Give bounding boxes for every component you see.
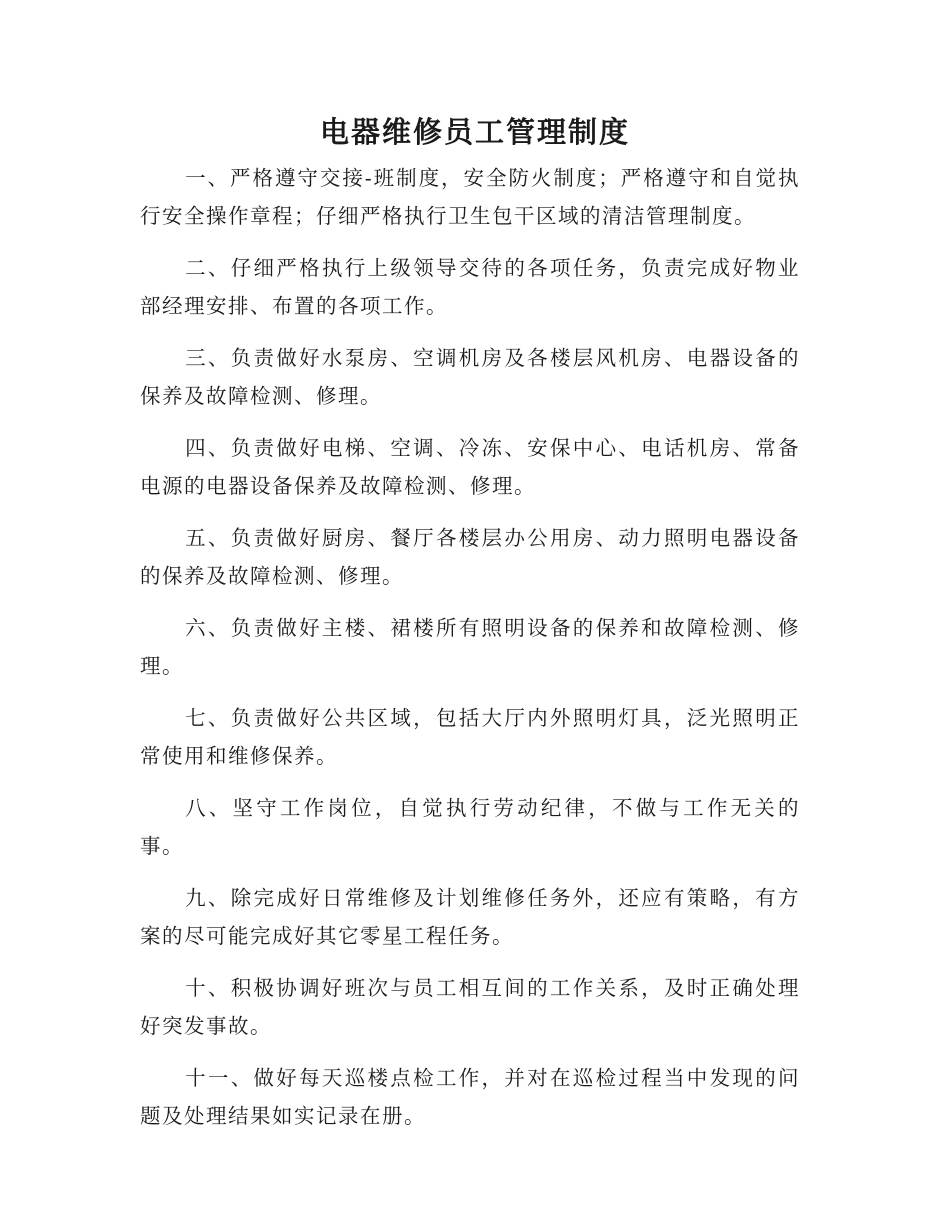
rule-paragraph-8: 八、坚守工作岗位，自觉执行劳动纪律，不做与工作无关的事。 bbox=[140, 796, 800, 858]
rule-paragraph-2: 二、仔细严格执行上级领导交待的各项任务，负责完成好物业部经理安排、布置的各项工作。 bbox=[140, 256, 800, 318]
rule-paragraph-10: 十、积极协调好班次与员工相互间的工作关系，及时正确处理好突发事故。 bbox=[140, 976, 800, 1038]
rule-paragraph-1: 一、严格遵守交接-班制度，安全防火制度；严格遵守和自觉执行安全操作章程；仔细严格执行卫生包干区域的清洁管理制度。 bbox=[140, 166, 800, 228]
rule-paragraph-11: 十一、做好每天巡楼点检工作，并对在巡检过程当中发现的问题及处理结果如实记录在册。 bbox=[140, 1066, 800, 1128]
rule-paragraph-6: 六、负责做好主楼、裙楼所有照明设备的保养和故障检测、修理。 bbox=[140, 616, 800, 678]
document-title: 电器维修员工管理制度 bbox=[319, 115, 630, 149]
rule-paragraph-3: 三、负责做好水泵房、空调机房及各楼层风机房、电器设备的保养及故障检测、修理。 bbox=[140, 346, 800, 408]
rule-paragraph-7: 七、负责做好公共区域，包括大厅内外照明灯具，泛光照明正常使用和维修保养。 bbox=[140, 706, 800, 768]
rule-paragraph-4: 四、负责做好电梯、空调、冷冻、安保中心、电话机房、常备电源的电器设备保养及故障检测、修理。 bbox=[140, 436, 800, 498]
rule-paragraph-5: 五、负责做好厨房、餐厅各楼层办公用房、动力照明电器设备的保养及故障检测、修理。 bbox=[140, 526, 800, 588]
rule-paragraph-9: 九、除完成好日常维修及计划维修任务外，还应有策略，有方案的尽可能完成好其它零星工程任务。 bbox=[140, 886, 800, 948]
document-body bbox=[140, 160, 800, 1150]
